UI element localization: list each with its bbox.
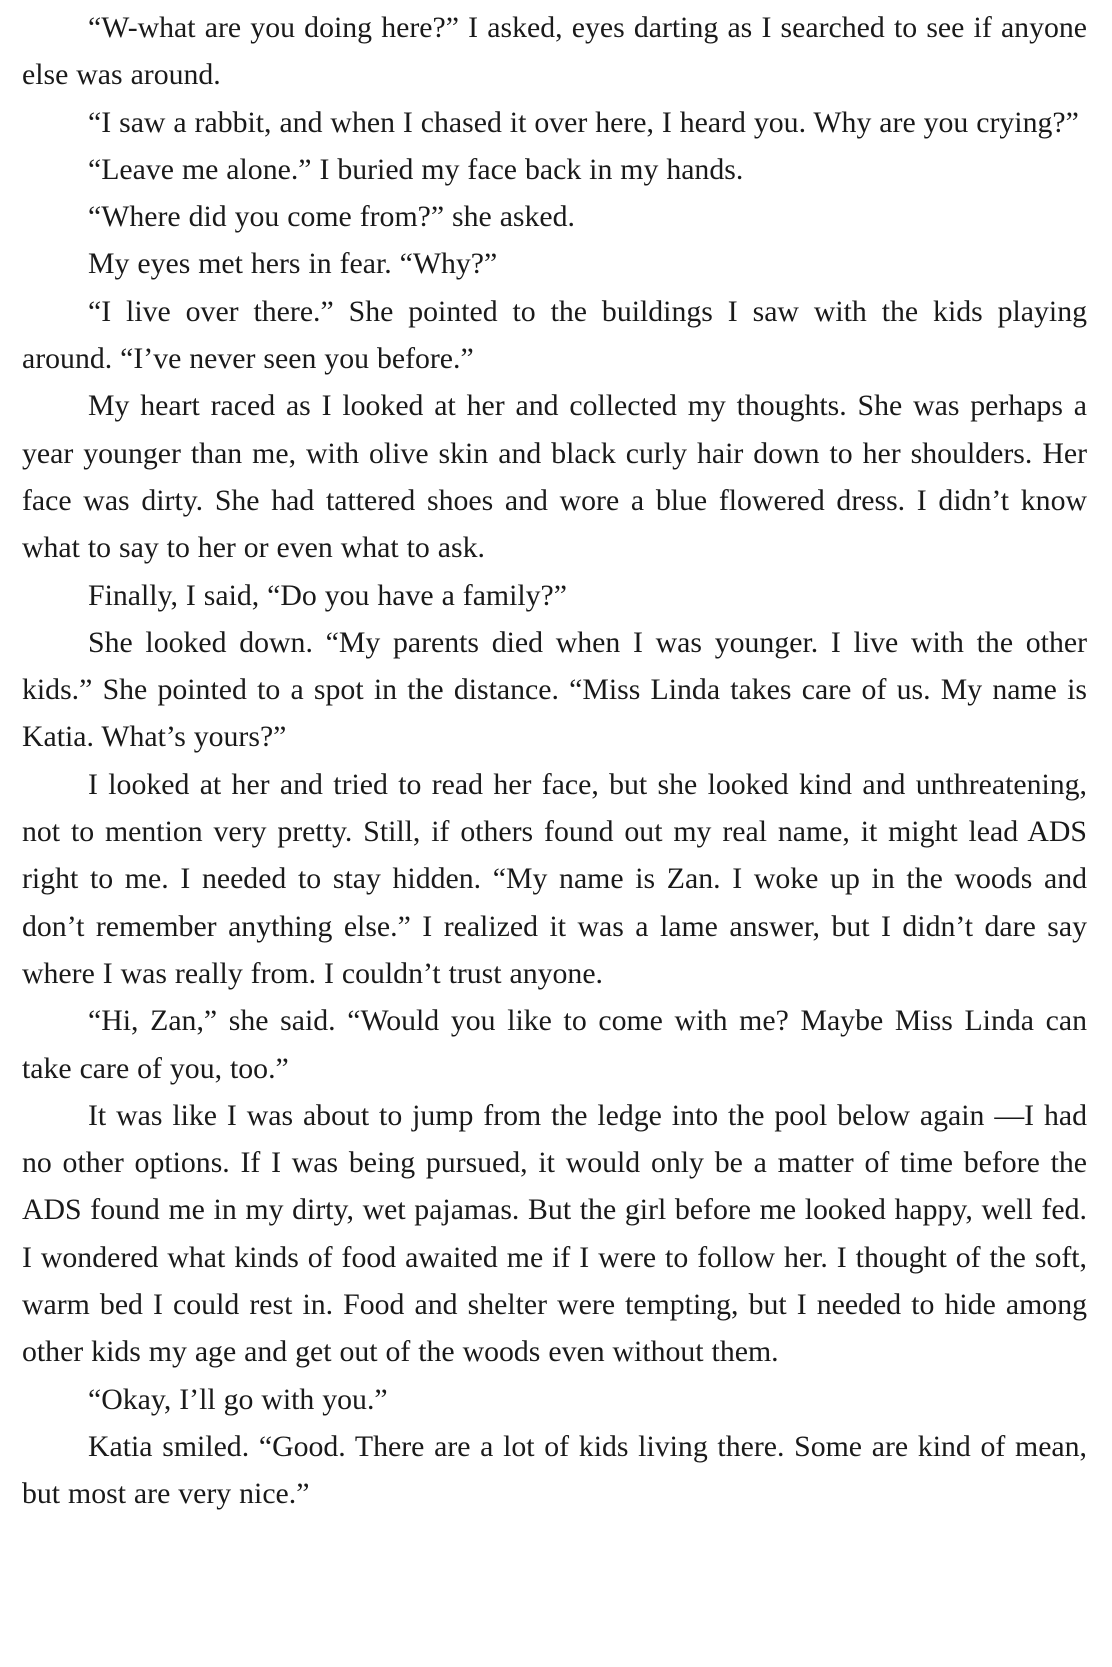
paragraph: “Leave me alone.” I buried my face back in my hands. (88, 152, 744, 186)
paragraph: She looked down. “My parents died when I was younger. I live with the other kids.” She pointed to a spot in the distance. “Miss Linda takes care of us. My name is Katia. What’s yours?” (22, 625, 1087, 754)
paragraph: “Where did you come from?” she asked. (88, 200, 575, 234)
paragraph: “W-what are you doing here?” I asked, eyes darting as I searched to see if anyone else was around. (22, 11, 1087, 92)
paragraph: It was like I was about to jump from the ledge into the pool below again —I had no other options. If I was being pursued, it would only be a matter of time before the ADS found me in my dirty, wet pajamas. But the girl before me looked happy, well fed. I wondered what kinds of food awaited me if I were to follow her. I thought of the soft, warm bed I could rest in. Food and shelter were tempting, but I needed to hide among other kids my age and get out of the woods even without them. (22, 1098, 1087, 1369)
paragraph: Finally, I said, “Do you have a family?” (88, 578, 567, 612)
paragraph: “Okay, I’ll go with you.” (88, 1382, 388, 1416)
paragraph: Katia smiled. “Good. There are a lot of kids living there. Some are kind of mean, but most are very nice.” (22, 1429, 1087, 1511)
paragraph: My eyes met hers in fear. “Why?” (88, 247, 498, 281)
paragraph: “Hi, Zan,” she said. “Would you like to come with me? Maybe Miss Linda can take care of you, too.” (22, 1004, 1087, 1085)
paragraph: “I live over there.” She pointed to the buildings I saw with the kids playing around. “I’ve never seen you before.” (22, 294, 1087, 376)
paragraph: I looked at her and tried to read her face, but she looked kind and unthreatening, not to mention very pretty. Still, if others found out my real name, it might lead ADS right to me. I needed to stay hidden. “My name is Zan. I woke up in the woods and don’t remember anything else.” I realized it was a lame answer, but I didn’t dare say where I was really from. I couldn’t trust anyone. (22, 767, 1087, 990)
paragraph: My heart raced as I looked at her and collected my thoughts. She was perhaps a year younger than me, with olive skin and black curly hair down to her shoulders. Her face was dirty. She had tattered shoes and wore a blue flowered dress. I didn’t know what to say to her or even what to ask. (22, 389, 1087, 565)
paragraph: “I saw a rabbit, and when I chased it over here, I heard you. Why are you crying?” (88, 105, 1079, 139)
